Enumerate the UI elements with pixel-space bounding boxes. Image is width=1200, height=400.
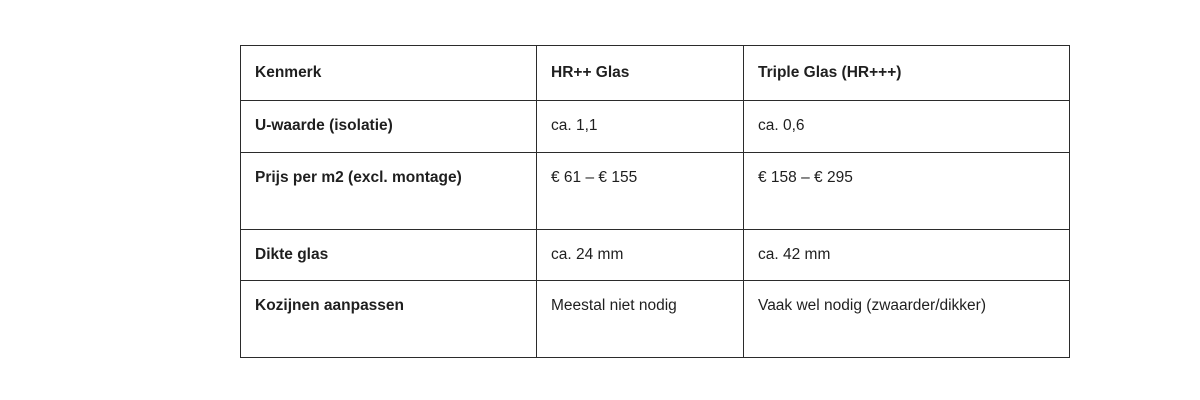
row-label-dikte: Dikte glas xyxy=(241,229,537,280)
row-label-u-waarde: U-waarde (isolatie) xyxy=(241,101,537,152)
comparison-table xyxy=(240,45,1070,358)
table-row xyxy=(241,281,1070,358)
cell-kozijnen-triple: Vaak wel nodig (zwaarder/dikker) xyxy=(744,281,1070,358)
table-row xyxy=(241,101,1070,152)
cell-prijs-hr: € 61 – € 155 xyxy=(537,152,744,229)
cell-kozijnen-hr: Meestal niet nodig xyxy=(537,281,744,358)
cell-u-waarde-hr: ca. 1,1 xyxy=(537,101,744,152)
table-row xyxy=(241,152,1070,229)
column-header-kenmerk: Kenmerk xyxy=(241,46,537,101)
table-row xyxy=(241,229,1070,280)
cell-dikte-hr: ca. 24 mm xyxy=(537,229,744,280)
row-label-prijs: Prijs per m2 (excl. montage) xyxy=(241,152,537,229)
cell-u-waarde-triple: ca. 0,6 xyxy=(744,101,1070,152)
comparison-table-container xyxy=(240,45,987,358)
column-header-hr-plus-plus: HR++ Glas xyxy=(537,46,744,101)
table-header-row xyxy=(241,46,1070,101)
row-label-kozijnen: Kozijnen aanpassen xyxy=(241,281,537,358)
cell-dikte-triple: ca. 42 mm xyxy=(744,229,1070,280)
cell-prijs-triple: € 158 – € 295 xyxy=(744,152,1070,229)
column-header-triple: Triple Glas (HR+++) xyxy=(744,46,1070,101)
